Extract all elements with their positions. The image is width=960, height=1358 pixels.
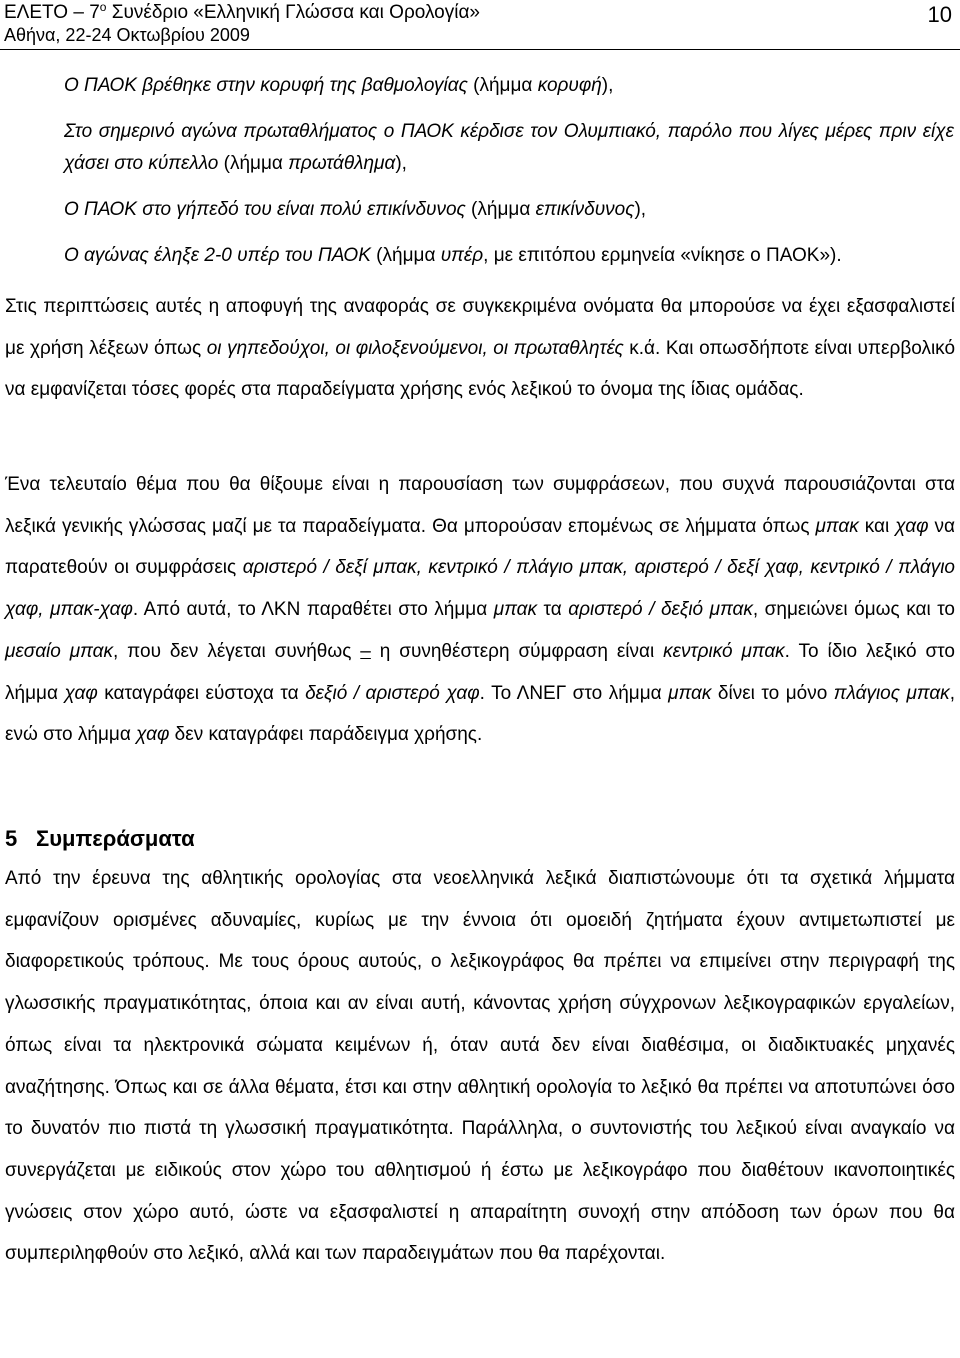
conference-title: ΕΛΕΤΟ – $7^o$ Συνέδριο «Ελληνική Γλώσσα και Ορολογία» <box>4 0 481 23</box>
example-list <box>64 70 954 272</box>
body-paragraph: Στις περιπτώσεις αυτές η αποφυγή της αναφοράς σε συγκεκριμένα ονόματα θα μπορούσε να έχει εξασφαλιστεί με χρήση λέξεων όπως οι γηπεδούχοι, οι φιλοξενούμενοι, οι πρωταθλητές κ.ά. Και οπωσδήποτε είναι υπερβολικό να εμφανίζεται τόσες φορές στα παραδείγματα χρήσης ενός λεξικού το όνομα της ίδιας ομάδας. <box>5 296 956 401</box>
example-item: Ο ΠΑΟΚ στο γήπεδό του είναι πολύ επικίνδυνος (λήμμα επικίνδυνος), <box>64 199 647 220</box>
header-rule <box>0 49 960 50</box>
running-header <box>0 0 960 52</box>
section-number: 5 <box>5 826 18 851</box>
section-title: Συμπεράσματα <box>36 826 195 851</box>
example-item: Στο σημερινό αγώνα πρωταθλήματος ο ΠΑΟΚ κέρδισε τον Ολυμπιακό, παρόλο που λίγες μέρες πριν είχε χάσει στο κύπελλο (λήμμα πρωτάθλημα), <box>64 121 954 174</box>
body-paragraph: Ένα τελευταίο θέμα που θα θίξουμε είναι η παρουσίαση των συμφράσεων, που συχνά παρουσιάζονται στα λεξικά γενικής γλώσσας μαζί με τα παραδείγματα. Θα μπορούσαν επομένως σε λήμματα όπως μπακ και χαφ να παρατεθούν οι συμφράσεις αριστερό / δεξί μπακ, κεντρικό / πλάγιο μπακ, αριστερό / δεξί χαφ, κεντρικό / πλάγιο χαφ, μπακ-χαφ. Από αυτά, το ΛΚΝ παραθέτει στο λήμμα μπακ τα αριστερό / δεξιό μπακ, σημειώνει όμως και το μεσαίο μπακ, που δεν λέγεται συνήθως – η συνηθέστερη σύμφραση είναι κεντρικό μπακ. Το ίδιο λεξικό στο λήμμα χαφ καταγράφει εύστοχα τα δεξιό / αριστερό χαφ. Το ΛΝΕΓ στο λήμμα μπακ δίνει το μόνο πλάγιος μπακ, ενώ στο λήμμα χαφ δεν καταγράφει παράδειγμα χρήσης. <box>5 474 956 746</box>
example-item: Ο ΠΑΟΚ βρέθηκε στην κορυφή της βαθμολογίας (λήμμα κορυφή), <box>64 75 614 96</box>
conference-venue-date: Αθήνα, 22-24 Οκτωβρίου 2009 <box>4 25 250 45</box>
example-item: Ο αγώνας έληξε 2-0 υπέρ του ΠΑΟΚ (λήμμα υπέρ, με επιτόπου ερμηνεία «νίκησε ο ΠΑΟΚ»). <box>64 245 842 266</box>
section-heading <box>5 824 195 854</box>
body-paragraph: Από την έρευνα της αθλητικής ορολογίας στα νεοελληνικά λεξικά διαπιστώνουμε ότι τα σχετικά λήμματα εμφανίζουν ορισμένες αδυναμίες, κυρίως με την έννοια ότι ομοειδή ζητήματα έχουν αντιμετωπιστεί με διαφορετικούς τρόπους. Με τους όρους αυτούς, ο λεξικογράφος θα πρέπει να επιμείνει στην περιγραφή της γλωσσικής πραγματικότητας, όποια και αν είναι αυτή, κάνοντας χρήση σύγχρονων λεξικογραφικών εργαλείων, όπως είναι τα ηλεκτρονικά σώματα κειμένων ή, όταν αυτά δεν είναι διαθέσιμα, οι διαδικτυακές μηχανές αναζήτησης. Όπως και σε άλλα θέματα, έτσι και στην αθλητική ορολογία το λεξικό θα πρέπει να αποτυπώνει όσο το δυνατόν πιο πιστά τη γλωσσική πραγματικότητα. Παράλληλα, ο συντονιστής του λεξικού είναι αναγκαίο να συνεργάζεται με ειδικούς στον χώρο του αθλητισμού ή έστω με λεξικογράφο που διαθέτουν ικανοποιητικές γνώσεις στον χώρο αυτό, ώστε να εξασφαλιστεί η απαραίτητη συνοχή στην απόδοση των όρων που θα συμπεριληφθούν στο λεξικό, αλλά και των παραδειγμάτων που θα παρέχονται. <box>5 868 955 1265</box>
page-number: 10 <box>927 2 952 27</box>
